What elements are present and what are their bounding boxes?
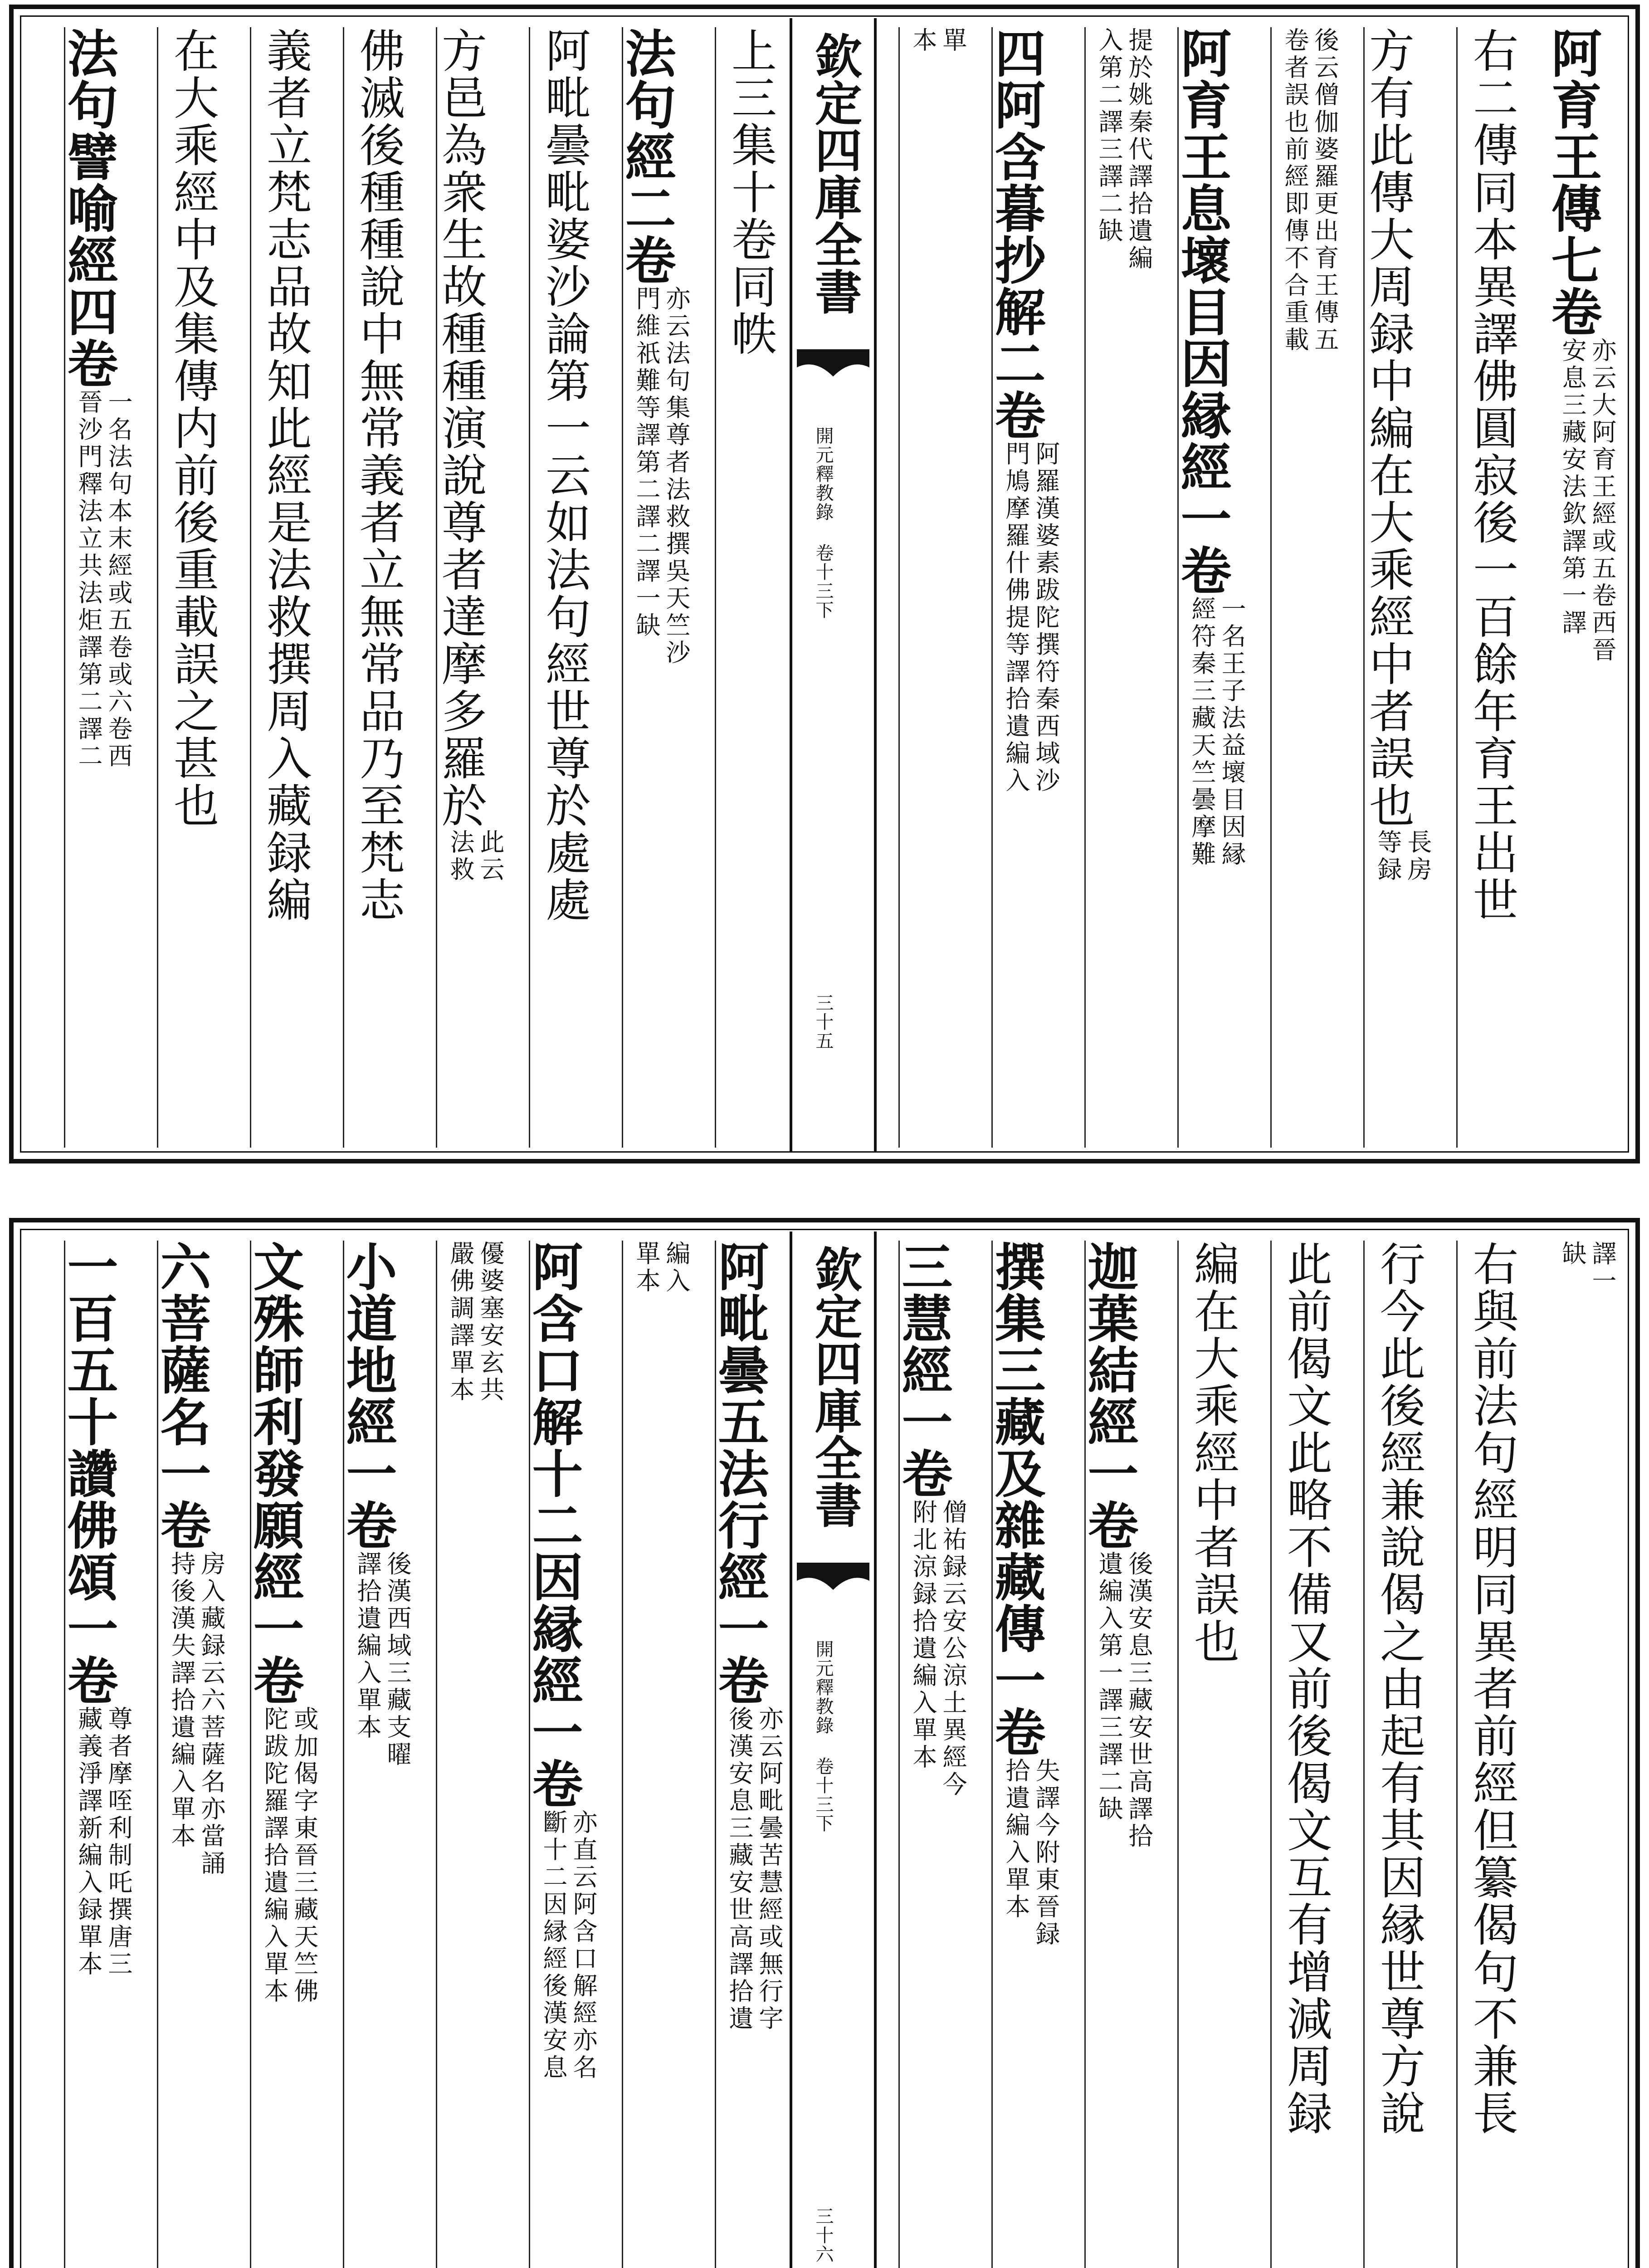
bottom-column-4 — [1270, 1241, 1340, 2268]
fish-tail-mark-icon — [797, 1558, 869, 1613]
note-line: 入第二譯三譯二缺 — [1095, 27, 1123, 245]
note-line: 安息三藏安法欽譯第一譯 — [1558, 337, 1587, 637]
body-text: 阿毗曇毗婆沙論第一云如法句經世尊於處處 — [538, 27, 591, 924]
note-line: 僧祐録云安公涼土異經今 — [939, 1499, 967, 1799]
gutter-volume: 開元釋教錄 卷十三下 — [813, 426, 834, 620]
bottom-column-14 — [245, 1241, 319, 2268]
interlinear-note — [538, 1809, 598, 2082]
bottom-column-1 — [1549, 1241, 1617, 2268]
top-column-12 — [436, 27, 505, 1148]
interlinear-note — [1094, 1551, 1154, 1850]
sutra-title: 阿育王傳七卷 — [1543, 27, 1602, 337]
sutra-title: 小道地經一卷 — [338, 1241, 397, 1551]
note-line: 本 — [909, 27, 937, 54]
bottom-column-13 — [338, 1241, 412, 2268]
bottom-column-16 — [59, 1241, 133, 2268]
note-line: 斷十二因縁經後漢安息 — [539, 1809, 568, 2082]
sutra-title: 阿毗曇五法行經一卷 — [710, 1241, 769, 1706]
interlinear-note — [1001, 1758, 1061, 1948]
note-line: 藏義淨譯新編入録單本 — [74, 1706, 103, 1978]
gutter-folio: 三十六 — [813, 2207, 834, 2264]
body-text: 行今此後經兼說偈之由起有其因縁世尊方說 — [1372, 1241, 1425, 2137]
gutter-folio: 三十五 — [813, 993, 834, 1051]
body-text: 右二傳同本異譯佛圓寂後一百餘年育王出世 — [1465, 27, 1518, 924]
sutra-title: 四阿含暮抄解二卷 — [986, 27, 1046, 441]
interlinear-note — [1557, 1241, 1617, 1295]
fish-tail-mark-icon — [797, 345, 869, 399]
note-line: 經符秦三藏天竺曇摩難 — [1188, 596, 1216, 868]
note-line: 後漢西域三藏支曜 — [383, 1551, 412, 1769]
sutra-title: 撰集三藏及雜藏傳一卷 — [986, 1241, 1046, 1758]
top-column-2 — [1456, 27, 1526, 1148]
body-text: 右與前法句經明同異者前經但纂偈句不兼長 — [1465, 1241, 1518, 2137]
note-line: 譯一 — [1588, 1241, 1617, 1295]
note-line: 優婆塞安玄共 — [476, 1241, 505, 1404]
note-line: 提於姚秦代譯拾遺編 — [1125, 27, 1153, 272]
note-line: 阿羅漢婆素跋陀撰符秦西域沙 — [1032, 441, 1060, 795]
interlinear-note — [1373, 829, 1433, 884]
sutra-title: 阿育王息壞目因縁經一卷 — [1172, 27, 1232, 596]
bottom-column-11 — [524, 1241, 598, 2268]
top-column-13 — [343, 27, 412, 1148]
sutra-title: 阿含口解十二因縁經一卷 — [524, 1241, 583, 1809]
note-line: 亦云阿毗曇苦慧經或無行字 — [755, 1706, 784, 2033]
top-column-14 — [250, 27, 319, 1148]
note-line: 單本 — [632, 1241, 661, 1295]
note-line: 亦云大阿育王經或五卷西晉 — [1588, 337, 1617, 664]
note-line: 編入 — [662, 1241, 691, 1295]
bottom-column-3 — [1363, 1241, 1433, 2268]
top-column-1 — [1543, 27, 1617, 1148]
note-line: 一名法句本末經或五卷或六卷西 — [104, 389, 133, 770]
note-line: 門鳩摩羅什佛提等譯拾遺編入 — [1002, 441, 1030, 795]
sutra-title: 一百五十讚佛頌一卷 — [59, 1241, 118, 1706]
top-column-7 — [986, 27, 1061, 1148]
note-line: 亦云法句集尊者法救撰吳天竺沙 — [662, 286, 691, 667]
interlinear-note — [73, 1706, 133, 1978]
interlinear-note — [1280, 27, 1340, 354]
interlinear-note — [73, 389, 133, 770]
bottom-column-15 — [152, 1241, 226, 2268]
note-line: 持後漢失譯拾遺編入單本 — [167, 1551, 196, 1850]
interlinear-note — [908, 1499, 968, 1799]
body-text: 此前偈文此略不備又前後偈文互有增減周録 — [1279, 1241, 1332, 2137]
note-line: 門維祇難等譯第二譯二譯一缺 — [632, 286, 661, 640]
note-line: 此云 — [476, 829, 505, 884]
top-column-15 — [157, 27, 226, 1148]
bottom-column-10 — [622, 1241, 691, 2268]
top-column-9 — [715, 27, 784, 1148]
note-line: 拾遺編入單本 — [1002, 1758, 1030, 1921]
bottom-column-8 — [893, 1241, 968, 2268]
top-column-3 — [1363, 27, 1433, 1148]
sutra-title: 法句譬喻經四卷 — [59, 27, 118, 389]
note-line: 卷者誤也前經即傳不合重載 — [1281, 27, 1309, 354]
note-line: 單 — [939, 27, 967, 54]
sutra-title: 六菩薩名一卷 — [152, 1241, 211, 1551]
top-column-8 — [898, 27, 968, 1148]
gutter-volume: 開元釋教錄 卷十三下 — [813, 1640, 834, 1833]
sutra-title: 文殊師利發願經一卷 — [245, 1241, 304, 1706]
bottom-column-9 — [710, 1241, 784, 2268]
note-line: 長房 — [1404, 829, 1432, 884]
interlinear-note — [1187, 596, 1247, 868]
gutter-title: 欽定四庫全書 — [807, 32, 863, 315]
note-line: 遺編入第一譯三譯二缺 — [1095, 1551, 1123, 1823]
body-text: 方有此傳大周録中編在大乘經中者誤也 — [1361, 27, 1415, 829]
interlinear-note — [166, 1551, 226, 1877]
note-line: 等録 — [1374, 829, 1402, 884]
note-line: 一名王子法益壞目因縁 — [1218, 596, 1246, 868]
note-line: 尊者摩咥利制吒撰唐三 — [104, 1706, 133, 1978]
note-line: 後漢安息三藏安世高譯拾 — [1125, 1551, 1153, 1850]
interlinear-note — [631, 286, 691, 667]
fold-gutter — [790, 18, 877, 1152]
note-line: 晉沙門釋法立共法炬譯第二譯二 — [74, 389, 103, 770]
gutter-title: 欽定四庫全書 — [807, 1245, 863, 1528]
note-line: 房入藏録云六菩薩名亦當誦 — [197, 1551, 226, 1877]
bottom-column-2 — [1456, 1241, 1526, 2268]
sutra-title: 三慧經一卷 — [893, 1241, 953, 1499]
body-text: 佛滅後種種說中無常義者立無常品乃至梵志 — [352, 27, 405, 924]
note-line: 後漢安息三藏安世高譯拾遺 — [725, 1706, 754, 2033]
sutra-title: 迦葉結經一卷 — [1079, 1241, 1139, 1551]
fold-gutter — [790, 1232, 877, 2268]
top-column-4 — [1270, 27, 1340, 1148]
body-text: 在大乘經中及集傳内前後重載誤之甚也 — [166, 27, 219, 829]
top-column-10 — [617, 27, 691, 1148]
body-text: 方邑為衆生故種種演說尊者達摩多羅於 — [434, 27, 487, 829]
interlinear-note — [259, 1706, 319, 2005]
interlinear-note — [1001, 441, 1061, 795]
top-column-5 — [1172, 27, 1247, 1148]
bottom-column-6 — [1079, 1241, 1154, 2268]
interlinear-note — [1557, 337, 1617, 664]
interlinear-note — [724, 1706, 784, 2033]
top-column-16 — [59, 27, 133, 1148]
interlinear-note — [445, 1241, 505, 1404]
note-line: 嚴佛調譯單本 — [446, 1241, 475, 1404]
interlinear-note — [908, 27, 968, 54]
note-line: 附北涼録拾遺編入單本 — [909, 1499, 937, 1771]
body-text: 上三集十卷同帙 — [724, 27, 777, 357]
interlinear-note — [352, 1551, 412, 1769]
body-text: 編在大乘經中者誤也 — [1186, 1241, 1239, 1665]
top-column-11 — [529, 27, 598, 1148]
page-bottom-half — [9, 1218, 1640, 2268]
note-line: 陀跋陀羅譯拾遺編入單本 — [260, 1706, 289, 2005]
note-line: 缺 — [1558, 1241, 1587, 1268]
note-line: 後云僧伽婆羅更出育王傳五 — [1311, 27, 1339, 354]
bottom-column-5 — [1177, 1241, 1247, 2268]
bottom-column-7 — [986, 1241, 1061, 2268]
interlinear-note — [1094, 27, 1154, 272]
sutra-title: 法句經二卷 — [617, 27, 676, 286]
interlinear-note — [631, 1241, 691, 1295]
note-line: 失譯今附東晉録 — [1032, 1758, 1060, 1948]
bottom-column-12 — [436, 1241, 505, 2268]
note-line: 亦直云阿含口解經亦名 — [569, 1809, 598, 2082]
body-text: 義者立梵志品故知此經是法救撰周入藏録編 — [259, 27, 312, 924]
note-line: 譯拾遺編入單本 — [353, 1551, 382, 1741]
top-column-6 — [1084, 27, 1154, 1148]
note-line: 或加偈字東晉三藏天竺佛 — [290, 1706, 319, 2005]
page-top-half — [9, 5, 1640, 1163]
note-line: 法救 — [446, 829, 475, 884]
interlinear-note — [445, 829, 505, 884]
